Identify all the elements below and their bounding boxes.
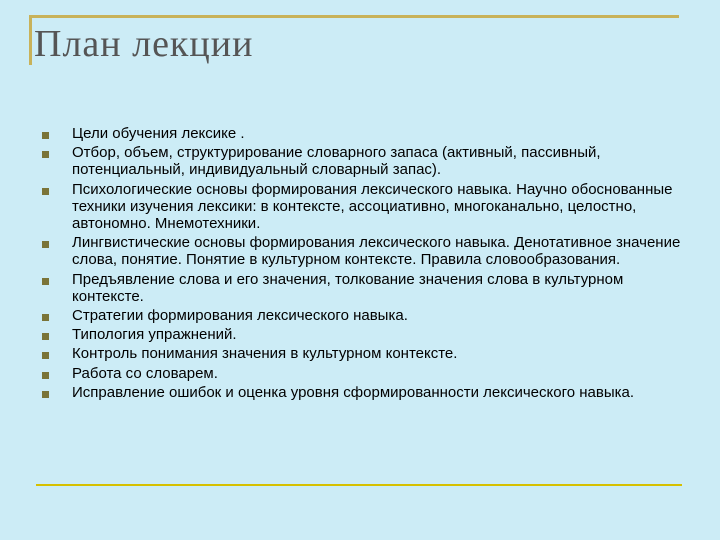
square-bullet-icon <box>42 314 49 321</box>
list-item <box>36 144 686 178</box>
square-bullet-icon <box>42 333 49 340</box>
list-item-text: Исправление ошибок и оценка уровня сформированности лексического навыка. <box>72 383 635 401</box>
list-item-text: Контроль понимания значения в культурном контексте. <box>72 345 458 363</box>
title-frame-top-rule <box>29 15 679 18</box>
square-bullet-icon <box>42 241 49 248</box>
list-item-text: Работа со словарем. <box>72 364 218 382</box>
bottom-rule <box>36 484 682 486</box>
list-item-text: Предъявление слова и его значения, толкование значения слова в культурном контексте. <box>72 270 624 305</box>
list-item-text: Отбор, объем, структурирование словарного запаса (активный, пассивный, потенциальный, индивидуальный словарный запас). <box>72 144 601 179</box>
list-item <box>36 234 686 268</box>
list-item <box>36 181 686 233</box>
square-bullet-icon <box>42 352 49 359</box>
list-item <box>36 326 686 343</box>
title-frame-left-rule <box>29 15 32 65</box>
list-item-text: Психологические основы формирования лексического навыка. Научно обоснованные техники изучения лексики: в контексте, ассоциативно, многоканально, целостно, автономно. Мнемотехники. <box>72 180 673 233</box>
list-item-text: Стратегии формирования лексического навыка. <box>72 307 408 325</box>
list-item-text: Цели обучения лексике . <box>72 125 245 142</box>
bullet-list <box>36 125 686 403</box>
slide-title: План лекции <box>34 23 254 65</box>
square-bullet-icon <box>42 278 49 285</box>
list-item <box>36 384 686 401</box>
square-bullet-icon <box>42 391 49 398</box>
list-item-text: Лингвистические основы формирования лексического навыка. Денотативное значение слова, понятие. Понятие в культурном контексте. Правила словообразования. <box>72 234 681 269</box>
list-item <box>36 271 686 305</box>
square-bullet-icon <box>42 151 49 158</box>
list-item <box>36 307 686 324</box>
list-item <box>36 125 686 142</box>
list-item-text: Типология упражнений. <box>72 326 237 344</box>
list-item <box>36 345 686 362</box>
square-bullet-icon <box>42 132 49 139</box>
list-item <box>36 365 686 382</box>
square-bullet-icon <box>42 188 49 195</box>
square-bullet-icon <box>42 372 49 379</box>
